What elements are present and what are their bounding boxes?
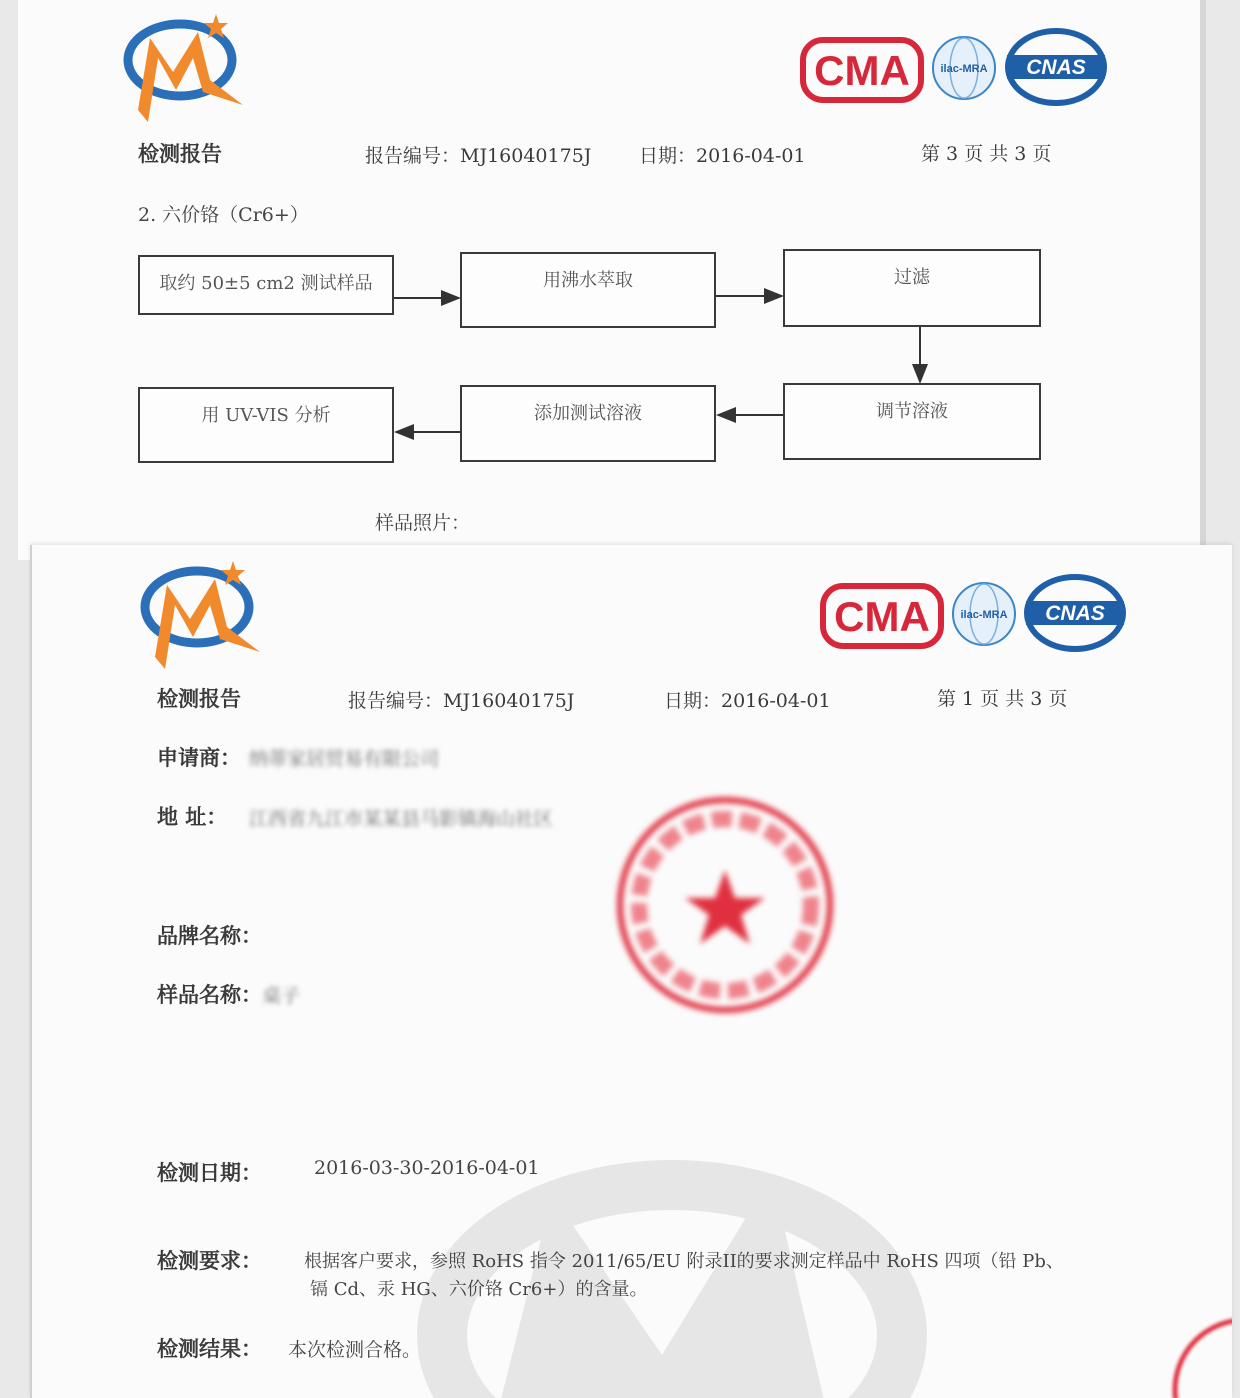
flow-step-sample: 取约 50±5 cm2 测试样品 bbox=[138, 255, 394, 315]
cnas-badge bbox=[1022, 573, 1128, 657]
brand-label: 品牌名称： bbox=[157, 923, 262, 948]
report-title: 检测报告 bbox=[157, 686, 241, 711]
company-seal-stamp bbox=[610, 790, 840, 1020]
svg-text:CMA: CMA bbox=[814, 47, 910, 94]
requirement-line-1: 根据客户要求，参照 RoHS 指令 2011/65/EU 附录II的要求测定样品中 RoHS 四项（铅 Pb、 bbox=[304, 1251, 1064, 1272]
report-number: 报告编号：MJ16040175J bbox=[365, 145, 592, 167]
company-logo-icon bbox=[135, 557, 265, 672]
partial-stamp bbox=[1150, 1300, 1232, 1398]
flow-step-uv-vis: 用 UV-VIS 分析 bbox=[138, 387, 394, 463]
page-number: 第 1 页 共 3 页 bbox=[937, 688, 1068, 710]
address-value: 江西省九江市某某县马影镇海山社区 bbox=[249, 808, 554, 830]
report-date: 日期：2016-04-01 bbox=[639, 145, 806, 167]
requirement-line-2: 镉 Cd、汞 HG、六价铬 Cr6+）的含量。 bbox=[310, 1279, 648, 1300]
result-value: 本次检测合格。 bbox=[288, 1339, 422, 1361]
cma-badge bbox=[820, 581, 944, 655]
sample-photo-label: 样品照片： bbox=[375, 512, 471, 534]
result-label: 检测结果： bbox=[157, 1336, 262, 1361]
requirement-label: 检测要求： bbox=[157, 1248, 262, 1273]
applicant-value: 纳蒂家居贸易有限公司 bbox=[249, 748, 440, 770]
ilac-mra-badge bbox=[950, 580, 1018, 652]
flow-arrows bbox=[18, 0, 1200, 560]
flow-step-adjust: 调节溶液 bbox=[783, 383, 1041, 460]
report-number: 报告编号：MJ16040175J bbox=[348, 690, 575, 712]
flow-step-add-solution: 添加测试溶液 bbox=[460, 385, 716, 462]
page-number: 第 3 页 共 3 页 bbox=[921, 143, 1052, 165]
flow-step-filter: 过滤 bbox=[783, 249, 1041, 327]
sample-label: 样品名称： bbox=[157, 982, 262, 1007]
report-title: 检测报告 bbox=[138, 141, 222, 166]
svg-text:CMA: CMA bbox=[834, 593, 930, 640]
test-date-value: 2016-03-30-2016-04-01 bbox=[314, 1157, 540, 1179]
flow-step-extract: 用沸水萃取 bbox=[460, 252, 716, 328]
svg-text:CNAS: CNAS bbox=[1026, 56, 1086, 79]
report-date: 日期：2016-04-01 bbox=[664, 690, 831, 712]
svg-text:CNAS: CNAS bbox=[1045, 602, 1105, 625]
address-label: 地 址： bbox=[157, 804, 228, 829]
applicant-label: 申请商： bbox=[157, 745, 241, 770]
sample-value: 桌子 bbox=[262, 985, 301, 1007]
test-date-label: 检测日期： bbox=[157, 1160, 262, 1185]
svg-text:ilac-MRA: ilac-MRA bbox=[960, 609, 1008, 621]
report-page-1 bbox=[30, 545, 1232, 1398]
svg-text:ilac-MRA: ilac-MRA bbox=[940, 63, 988, 75]
section-title: 2. 六价铬（Cr6+） bbox=[138, 204, 309, 226]
report-page-3 bbox=[18, 0, 1206, 560]
